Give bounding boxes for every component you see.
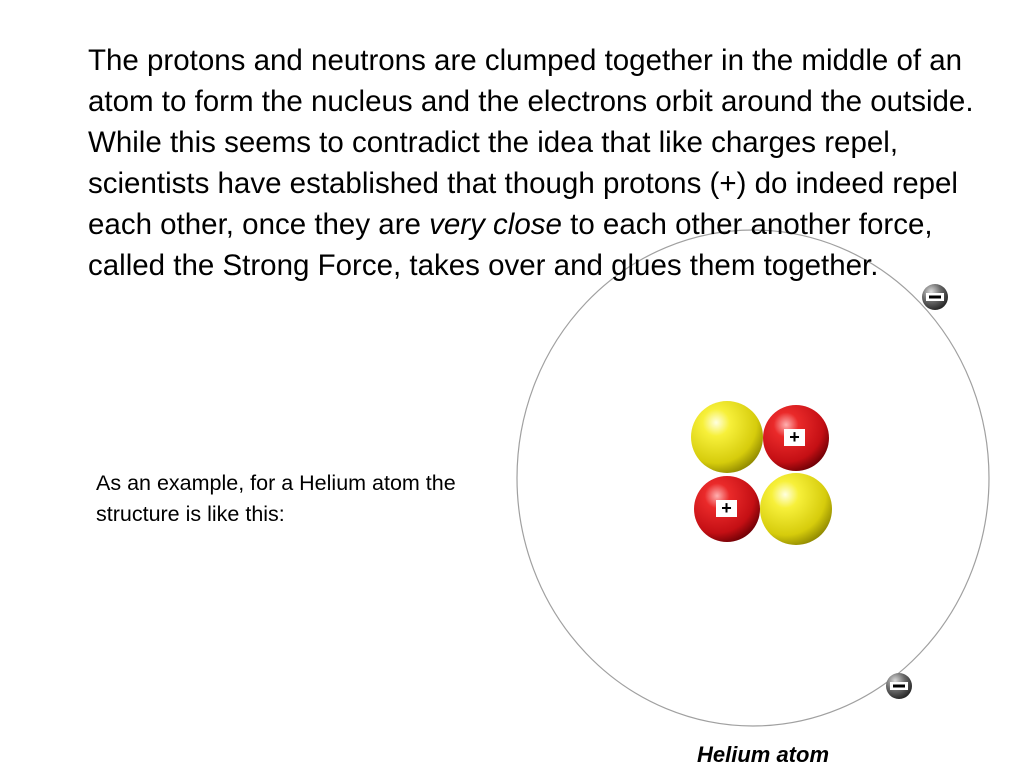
main-paragraph: [88, 40, 1003, 286]
neutron-bottom-right: [760, 473, 832, 545]
electron-top: [922, 284, 948, 310]
svg-text:+: +: [721, 498, 732, 518]
neutron-top-left: [691, 401, 763, 473]
example-text: As an example, for a Helium atom the structure is like this:: [96, 471, 456, 526]
proton-plus-sign-2: [716, 498, 737, 518]
diagram-caption: Helium atom: [696, 742, 830, 767]
paragraph-text-end: to each other another force, called the Strong Force, takes over and glues them together.: [88, 208, 933, 282]
svg-text:+: +: [789, 427, 800, 447]
paragraph-emphasis: very close: [429, 208, 562, 241]
electron-bottom: [886, 673, 912, 699]
nucleus: [691, 401, 832, 545]
proton-plus-sign-1: [784, 427, 805, 447]
paragraph-text-start: The protons and neutrons are clumped together in the middle of an atom to form the nucleus and the electrons orbit around the outside. While this seems to contradict the idea that like charges repel, scientists have established that though protons (+) do indeed repel each other, once they are: [88, 44, 974, 241]
electron-orbit: [517, 230, 989, 726]
